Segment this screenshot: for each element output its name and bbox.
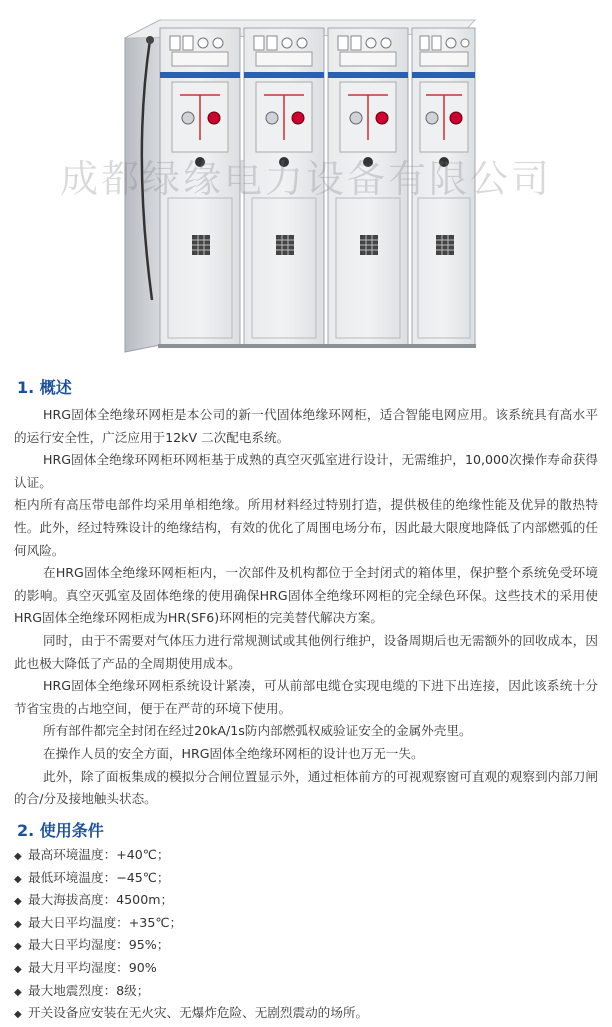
section-title-conditions: 2. 使用条件 <box>17 821 104 840</box>
overview-paragraph-8: 在操作人员的安全方面，HRG固体全绝缘环网柜的设计也万无一失。 <box>42 745 424 761</box>
condition-item: ◆ 最大地震烈度：8级； <box>14 981 604 1004</box>
section-title-overview: 1. 概述 <box>17 378 72 397</box>
condition-item: ◆ 最大日平均湿度：95%； <box>14 935 604 958</box>
diamond-bullet-icon: ◆ <box>14 896 22 908</box>
condition-item: ◆ 开关设备应安装在无火灾、无爆炸危险、无剧烈震动的场所。 <box>14 1003 604 1026</box>
overview-paragraph-4: 在HRG固体全绝缘环网柜柜内，一次部件及机构都位于全封闭式的箱体里，保护整个系统免受环境的影响。真空灭弧室及固体绝缘的使用确保HRG固体全绝缘环网柜的完全绿色环保。这些技术的采用使HRG固体全绝缘环网柜成为HR(SF6)环网柜的完美替代解决方案。 <box>14 565 598 626</box>
diamond-bullet-icon: ◆ <box>14 986 22 998</box>
diamond-bullet-icon: ◆ <box>14 851 22 862</box>
condition-item: ◆ 最大日平均温度：+35℃； <box>14 913 604 936</box>
overview-paragraph-9: 此外，除了面板集成的模拟分合闸位置显示外，通过柜体前方的可视观察窗可直观的观察到内部刀闸的合/分及接地触头状态。 <box>14 768 598 807</box>
diamond-bullet-icon: ◆ <box>14 963 22 975</box>
condition-item: ◆ 最低环境温度：−45℃； <box>14 868 604 891</box>
watermark: 成都绿缘电力设备有限公司 <box>59 157 552 201</box>
diamond-bullet-icon: ◆ <box>14 941 22 953</box>
overview-body <box>14 404 598 811</box>
diamond-bullet-icon: ◆ <box>14 873 22 885</box>
overview-paragraph-2: HRG固体全绝缘环网柜环网柜基于成熟的真空灭弧室进行设计，无需维护，10,000次操作寿命获得认证。 <box>14 452 598 490</box>
overview-paragraph-7: 所有部件都完全封闭在经过20kA/1s防内部燃弧权威验证安全的金属外壳里。 <box>42 723 472 739</box>
diamond-bullet-icon: ◆ <box>14 918 22 930</box>
conditions-list <box>14 845 604 1026</box>
overview-paragraph-5: 同时，由于不需要对气体压力进行常规测试或其他例行维护，设备周期后也无需额外的回收成本，因此也极大降低了产品的全周期使用成本。 <box>14 632 598 671</box>
condition-item: ◆ 最大海拔高度：4500m； <box>14 890 604 913</box>
overview-paragraph-3: 柜内所有高压带电部件均采用单相绝缘。所用材料经过特别打造，提供极佳的绝缘性能及优异的散热特性。此外，经过特殊设计的绝缘结构，有效的优化了周围电场分布，因此最大限度地降低了内部燃弧的任何风险。 <box>14 497 598 558</box>
condition-item: ◆ 最大月平均湿度：90% <box>14 958 604 981</box>
product-image <box>0 0 612 362</box>
overview-paragraph-1: HRG固体全绝缘环网柜是本公司的新一代固体绝缘环网柜，适合智能电网应用。该系统具有高水平的运行安全性，广泛应用于12kV 二次配电系统。 <box>14 407 598 445</box>
diamond-bullet-icon: ◆ <box>14 1009 22 1021</box>
condition-item: ◆ 最高环境温度：+40℃； <box>14 845 604 868</box>
overview-paragraph-6: HRG固体全绝缘环网柜系统设计紧凑，可从前部电缆仓实现电缆的下进下出连接，因此该系统十分节省宝贵的占地空间，便于在严苛的环境下使用。 <box>14 678 598 716</box>
